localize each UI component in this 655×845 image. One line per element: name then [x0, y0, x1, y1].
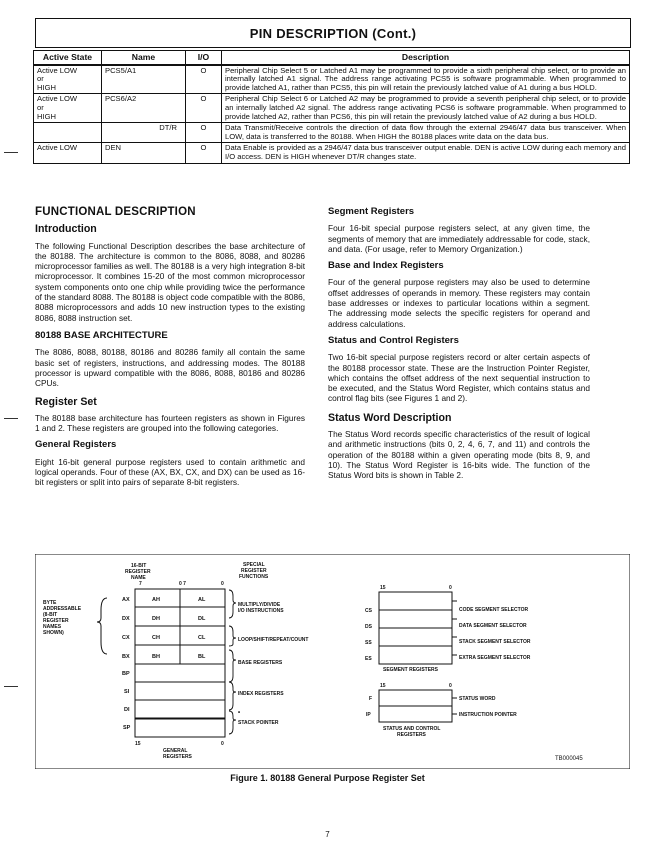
- ctl-label-status: STATUS WORD: [459, 696, 496, 702]
- base-architecture-text: The 8086, 8088, 80188, 80186 and 80286 family all contain the same basic set of registers, instructions, and addressing modes. The 80188 processor is upward compatible with the 8086, 8088, 80186 and 80286 CPUs.: [35, 347, 305, 389]
- reg-ds: DS: [365, 624, 372, 630]
- reg-cs: CS: [365, 608, 372, 614]
- svg-text:REGISTERS: REGISTERS: [163, 754, 192, 760]
- table-row: Active LOW $\overline{DEN}$ O Data Enable is provided as a 2946/47 data bus transceiver output enable. DEN is active LOW during each memory and I/O access. DEN is HIGH whenever DT/R changes state.: [34, 143, 630, 163]
- margin-mark: [4, 152, 18, 153]
- page-number: 7: [325, 830, 330, 839]
- svg-text:15: 15: [135, 741, 141, 747]
- base-architecture-heading: 80188 BASE ARCHITECTURE: [35, 329, 168, 341]
- margin-mark: [4, 686, 18, 687]
- reg-ss: SS: [365, 640, 372, 646]
- svg-text:0: 0: [449, 683, 452, 689]
- base-index-heading: Base and Index Registers: [328, 260, 444, 272]
- svg-text:REGISTER: REGISTER: [43, 618, 69, 624]
- svg-text:REGISTERS: REGISTERS: [397, 732, 426, 738]
- svg-text:15: 15: [380, 683, 386, 689]
- reg-f: F: [369, 696, 373, 702]
- segment-registers-caption: SEGMENT REGISTERS: [383, 667, 439, 673]
- svg-text:DH: DH: [152, 616, 160, 622]
- pin-description-table: [33, 50, 630, 164]
- svg-text:BL: BL: [198, 654, 206, 660]
- pin-description: Data Enable is provided as a 2946/47 data bus transceiver output enable. DEN is active LOW during each memory and I/O access. DEN is HIGH whenever DT/R changes state.: [222, 143, 630, 163]
- fig-hdr-16bit: 16-BIT: [131, 563, 147, 569]
- table-row: Active LOW or HIGH PCS6/A2 O Peripheral Chip Select 6 or Latched A2 may be programmed to provide a seventh peripheral chip select, or to provide an internally latched A2 signal. The address range activating PCS6 is software programmable. When programmed to provide latched A2, rather than PCS6, this pin will retain the previously latched value of A2 during a bus HOLD.: [34, 94, 630, 123]
- fig-hdr-functions: FUNCTIONS: [239, 574, 269, 580]
- seg-label-stack: STACK SEGMENT SELECTOR: [459, 639, 531, 645]
- svg-text:(8-BIT: (8-BIT: [43, 612, 58, 618]
- fig-hdr-special: SPECIAL: [243, 562, 265, 568]
- reg-ip: IP: [366, 712, 371, 718]
- svg-text:AL: AL: [198, 597, 206, 603]
- fn-io-instructions: I/O INSTRUCTIONS: [238, 608, 284, 614]
- seg-label-code: CODE SEGMENT SELECTOR: [459, 607, 529, 613]
- introduction-text: The following Functional Description describes the base architecture of the 80188. The architecture is common to the 8086, 8088, and 80286 microprocessor families as well. The 80188 is a very high integration 8-bit microprocessor. It combines 15-20 of the most common microprocessor system components onto one chip while providing twice the performance of the standard 8088. The 80188 is object code compatible with the 8086, 8088 microprocessors and adds 10 new instruction types to the existing 8086, 8088 instruction set.: [35, 240, 305, 323]
- fig-hdr-name: NAME: [131, 575, 146, 581]
- seg-label-data: DATA SEGMENT SELECTOR: [459, 623, 527, 629]
- register-set-text: The 80188 base architecture has fourteen registers as shown in Figures 1 and 2. These registers are grouped into the following categories.: [35, 412, 305, 434]
- ctl-label-ip: INSTRUCTION POINTER: [459, 712, 517, 718]
- right-column: [328, 207, 590, 481]
- reg-ax: AX: [122, 597, 130, 603]
- segment-registers-text: Four 16-bit special purpose registers select, at any given time, the segments of memory that are immediately addressable for code, stack, and data. (For usage, refer to Memory Organization.): [328, 223, 590, 254]
- base-index-text: Four of the general purpose registers may also be used to determine offset addresses of operands in memory. These registers may contain base addresses or indexes to particular locations within a segment. The addressing mode selects the specific registers for operand and address calculations.: [328, 277, 590, 329]
- segment-registers-heading: Segment Registers: [328, 206, 415, 217]
- general-registers-text: Eight 16-bit general purpose registers used to contain arithmetic and logical operands. Four of these (AX, BX, CX, and DX) can be used as 16-bit registers or split into pairs of separate 8-bit registers.: [35, 456, 305, 488]
- col-header-description: Description: [222, 51, 630, 65]
- svg-text:0 7: 0 7: [179, 581, 186, 587]
- seg-label-extra: EXTRA SEGMENT SELECTOR: [459, 655, 531, 661]
- col-header-name: Name: [102, 51, 186, 65]
- status-control-text: Two 16-bit special purpose registers record or alter certain aspects of the 80188 processor state. These are the Instruction Pointer Register, which contains the offset address of the next sequential instruction to be executed, and the Status Word Register, which contains status and control flag bits (see Figures 1 and 2).: [328, 352, 590, 404]
- svg-text:0: 0: [221, 581, 224, 587]
- svg-text:ADDRESSABLE: ADDRESSABLE: [43, 606, 82, 612]
- pin-description: Peripheral Chip Select 6 or Latched A2 may be programmed to provide a seventh peripheral chip select, or to provide an internally latched A2 signal. The address range activating PCS6 is software programmable. When programmed to provide latched A2, rather than PCS6, this pin will retain the previously latched value of A2 during a bus HOLD.: [222, 94, 630, 123]
- svg-text:7: 7: [139, 581, 142, 587]
- col-header-io: I/O: [186, 51, 222, 65]
- register-set-heading: Register Set: [35, 396, 97, 409]
- svg-text:BYTE: BYTE: [43, 600, 57, 606]
- svg-text:•: •: [238, 710, 241, 716]
- reg-dx: DX: [122, 616, 130, 622]
- reg-bx: BX: [122, 654, 130, 660]
- svg-text:NAMES: NAMES: [43, 624, 62, 630]
- status-word-heading: Status Word Description: [328, 411, 452, 424]
- svg-text:15: 15: [380, 585, 386, 591]
- svg-text:CL: CL: [198, 635, 206, 641]
- pin-name: PCS5/A1: [102, 65, 186, 94]
- svg-text:AH: AH: [152, 597, 160, 603]
- pin-name: $\overline{DEN}$: [102, 143, 186, 163]
- svg-text:GENERAL: GENERAL: [163, 748, 188, 754]
- status-control-heading: Status and Control Registers: [328, 334, 459, 346]
- fn-multiply-divide: MULTIPLY/DIVIDE: [238, 602, 281, 608]
- fn-base-registers: BASE REGISTERS: [238, 660, 283, 666]
- fig-hdr-special-register: REGISTER: [241, 568, 267, 574]
- svg-text:SHOWN): SHOWN): [43, 630, 64, 636]
- reg-si: SI: [124, 689, 130, 695]
- figure-caption: Figure 1. 80188 General Purpose Register Set: [230, 773, 425, 783]
- col-header-active-state: Active State: [34, 51, 102, 65]
- functional-description-heading: FUNCTIONAL DESCRIPTION: [35, 206, 196, 218]
- left-column: [35, 207, 305, 488]
- page-title: PIN DESCRIPTION (Cont.): [35, 18, 631, 48]
- margin-mark: [4, 418, 18, 419]
- svg-text:0: 0: [221, 741, 224, 747]
- fn-loop-shift: LOOP/SHIFT/REPEAT/COUNT: [238, 637, 309, 643]
- reg-di: DI: [124, 707, 130, 713]
- svg-text:BH: BH: [152, 654, 160, 660]
- general-registers-heading: General Registers: [35, 439, 117, 451]
- svg-text:DL: DL: [198, 616, 206, 622]
- pin-name: PCS6/A2: [102, 94, 186, 123]
- fig-hdr-register: REGISTER: [125, 569, 151, 575]
- reg-bp: BP: [122, 671, 130, 677]
- reg-es: ES: [365, 656, 372, 662]
- svg-text:CH: CH: [152, 635, 160, 641]
- reg-cx: CX: [122, 635, 130, 641]
- svg-text:STATUS AND CONTROL: STATUS AND CONTROL: [383, 726, 441, 732]
- svg-text:0: 0: [449, 585, 452, 591]
- table-row: $DT/\overline{R}$ O Data Transmit/Receive controls the direction of data flow through the external 2946/47 data bus transceiver. When LOW, data is transferred to the 80188. When HIGH the 80188 places write data on the data bus.: [34, 123, 630, 143]
- fn-index-registers: INDEX REGISTERS: [238, 691, 284, 697]
- register-set-figure: [35, 554, 630, 769]
- pin-name: $DT/\overline{R}$: [102, 123, 186, 143]
- table-row: Active LOW or HIGH PCS5/A1 O Peripheral Chip Select 5 or Latched A1 may be programmed to provide a sixth peripheral chip select, or to provide an internally latched A1 signal. The address range activating PCS5 is software programmable. When programmed to provide latched A1, rather than PCS5, this pin will retain the previously latched value of A1 during a bus HOLD.: [34, 65, 630, 94]
- fn-stack-pointer: STACK POINTER: [238, 720, 279, 726]
- introduction-heading: Introduction: [35, 223, 97, 236]
- pin-description: Data Transmit/Receive controls the direction of data flow through the external 2946/47 data bus transceiver. When LOW, data is transferred to the 80188. When HIGH the 80188 places write data on the data bus.: [222, 123, 630, 143]
- status-word-text: The Status Word records specific characteristics of the result of logical and arithmetic instructions (bits 0, 2, 4, 6, 7, and 11) and controls the operation of the 80188 within a given operating mode (bits 8, 9, and 10). The Status Word Register is 16-bits wide. The function of the Status Word bits is shown in Table 2.: [328, 429, 590, 481]
- reg-sp: SP: [123, 725, 131, 731]
- pin-description: Peripheral Chip Select 5 or Latched A1 may be programmed to provide a sixth peripheral chip select, or to provide an internally latched A1 signal. The address range activating PCS5 is software programmable. When programmed to provide latched A1, rather than PCS5, this pin will retain the previously latched value of A1 during a bus HOLD.: [222, 65, 630, 94]
- figure-code: TB000045: [555, 756, 583, 762]
